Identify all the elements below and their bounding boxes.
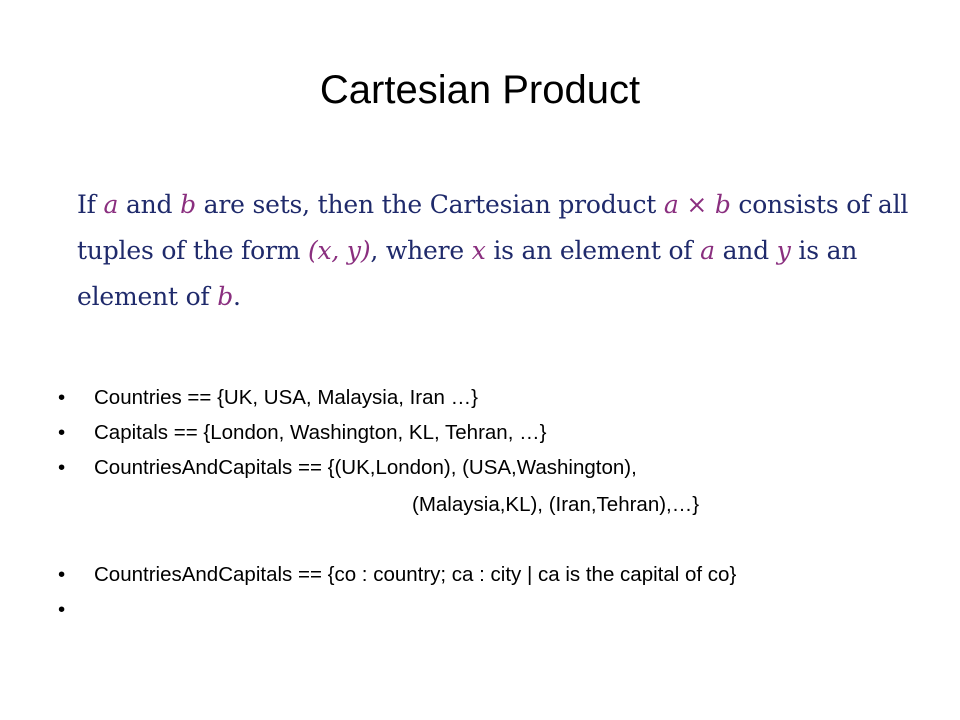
def-times-symbol: × [678,190,715,219]
def-text: element of [77,282,218,311]
def-text: are sets, then the Cartesian product [195,190,664,219]
def-text: If [77,190,104,219]
def-text: consists of all [730,190,909,219]
bullet-marker: • [58,598,66,621]
definition-line-3 [77,274,907,320]
definition-line-1 [77,182,907,228]
bullet-item-countries-and-capitals [0,450,960,486]
bullet-text: CountriesAndCapitals == {co : country; ca : city | ca is the capital of co} [94,563,737,586]
def-math-b: b [714,190,731,219]
bullet-continuation-line: (Malaysia,KL), (Iran,Tehran),…} [412,493,700,516]
def-text: tuples of the form [77,236,308,265]
bullet-marker: • [58,563,66,586]
slide-title: Cartesian Product [319,68,641,112]
bullet-item-set-comprehension [0,557,960,593]
def-math-b: b [180,190,196,219]
def-text: , where [370,236,472,265]
def-math-a: a [103,190,119,219]
def-math-a: a [663,190,679,219]
definition-image [77,182,907,320]
def-text: . [233,282,241,311]
bullet-marker: • [58,386,66,409]
def-text: and [118,190,181,219]
bullet-item-capitals [0,415,960,451]
def-math-y: y [776,236,791,265]
bullet-text: Countries == {UK, USA, Malaysia, Iran …} [94,386,478,409]
def-math-a: a [700,236,715,265]
definition-line-2 [77,228,907,274]
def-text: is an element of [485,236,701,265]
def-math-tuple: (x, y) [307,236,371,265]
bullet-text: CountriesAndCapitals == {(UK,London), (USA,Washington), [94,456,637,479]
def-math-x: x [471,236,486,265]
def-text: is an [790,236,858,265]
bullet-item-countries [0,380,960,416]
def-text: and [714,236,777,265]
bullet-marker: • [58,456,66,479]
def-math-b: b [217,282,234,311]
bullet-marker: • [58,421,66,444]
bullet-item-empty [0,592,960,628]
bullet-text: Capitals == {London, Washington, KL, Tehran, …} [94,421,547,444]
